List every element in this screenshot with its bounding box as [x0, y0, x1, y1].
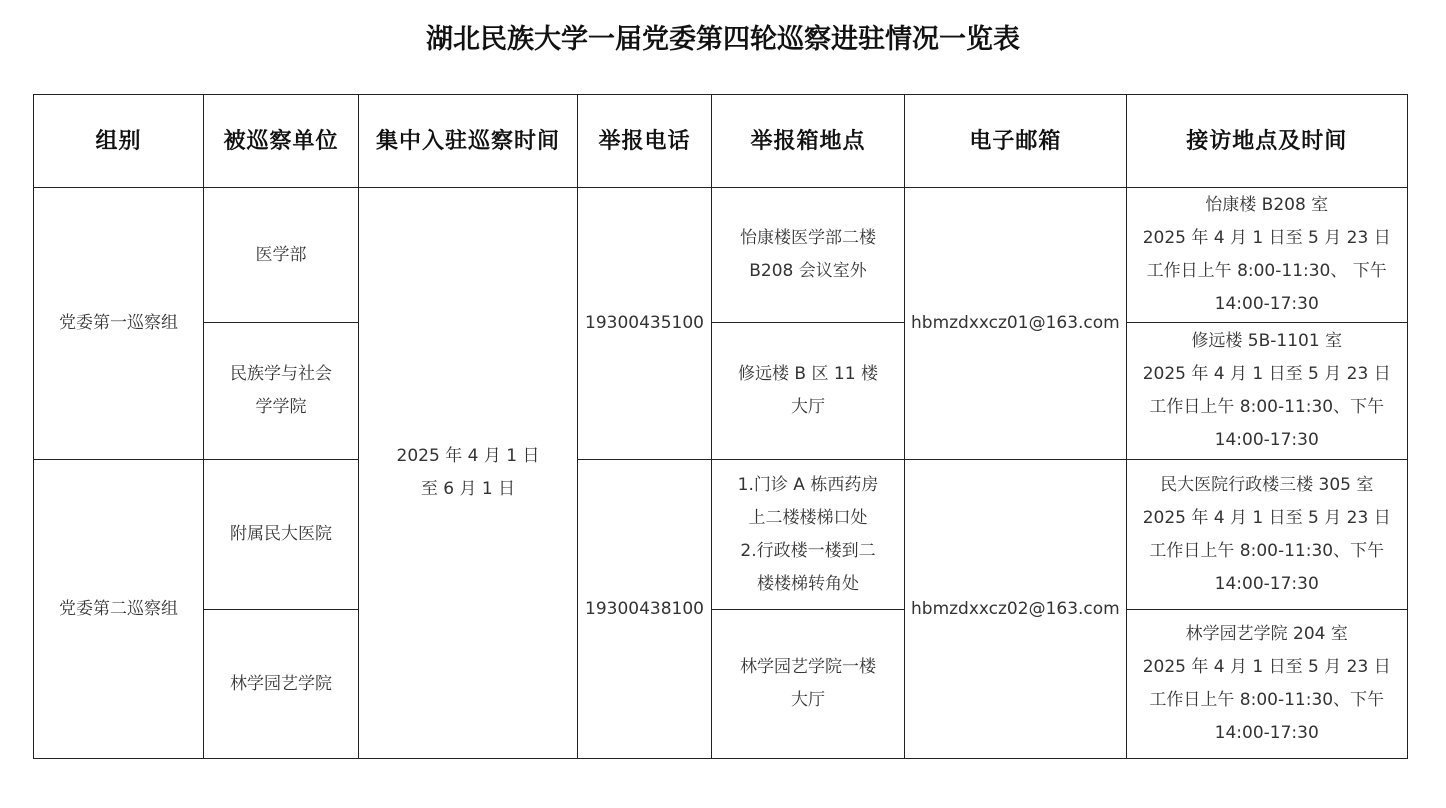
time-cell [359, 188, 578, 759]
visit-cell [1126, 610, 1407, 759]
header-email: 电子邮箱 [905, 95, 1127, 188]
phone-cell [578, 460, 712, 759]
unit-name: 学学院 [255, 397, 307, 417]
table-row [34, 323, 1408, 460]
header-phone: 举报电话 [578, 95, 712, 188]
header-time: 集中入驻巡察时间 [359, 95, 578, 188]
table-header-row [34, 95, 1408, 188]
box-cell [712, 188, 905, 323]
email-cell [905, 460, 1127, 759]
group-name: 党委第二巡察组 [59, 598, 178, 619]
header-unit: 被巡察单位 [204, 95, 359, 188]
visit-line: 工作日上午 8:00-11:30、 下午 [1146, 261, 1387, 281]
box-line: 林学园艺学院一楼 [740, 657, 876, 677]
visit-line: 工作日上午 8:00-11:30、下午 [1149, 690, 1385, 710]
box-line: 上二楼楼梯口处 [748, 507, 868, 528]
box-line: 2.行政楼一楼到二 [740, 540, 876, 561]
header-visit: 接访地点及时间 [1126, 95, 1407, 188]
box-line: B208 会议室外 [749, 261, 867, 281]
unit-cell [204, 460, 359, 610]
visit-line: 2025 年 4 月 1 日至 5 月 23 日 [1142, 364, 1391, 384]
unit-name: 林学园艺学院 [230, 673, 332, 694]
table-row [34, 460, 1408, 610]
phone-number: 19300438100 [585, 598, 704, 619]
inspection-table [33, 94, 1408, 759]
group-name-cell [34, 460, 204, 759]
time-line: 2025 年 4 月 1 日 [396, 446, 540, 466]
box-cell [712, 460, 905, 610]
time-line: 至 6 月 1 日 [420, 479, 516, 499]
visit-cell [1126, 323, 1407, 460]
box-line: 楼楼梯转角处 [757, 573, 859, 594]
unit-name: 民族学与社会 [230, 364, 332, 384]
visit-line: 2025 年 4 月 1 日至 5 月 23 日 [1142, 507, 1391, 528]
group-name: 党委第一巡察组 [59, 313, 178, 333]
header-box: 举报箱地点 [712, 95, 905, 188]
visit-line: 工作日上午 8:00-11:30、下午 [1149, 540, 1385, 561]
box-line: 怡康楼医学部二楼 [740, 228, 876, 248]
box-line: 1.门诊 A 栋西药房 [737, 474, 879, 495]
email-address[interactable]: hbmzdxxcz02@163.com [911, 598, 1120, 619]
visit-line: 14:00-17:30 [1214, 430, 1319, 450]
unit-cell [204, 323, 359, 460]
box-line: 修远楼 B 区 11 楼 [738, 364, 878, 384]
visit-line: 修远楼 5B-1101 室 [1191, 331, 1343, 351]
visit-line: 14:00-17:30 [1214, 723, 1319, 743]
phone-number: 19300435100 [585, 313, 704, 333]
visit-line: 14:00-17:30 [1214, 573, 1319, 594]
unit-cell [204, 610, 359, 759]
visit-line: 林学园艺学院 204 室 [1185, 624, 1348, 644]
email-address[interactable]: hbmzdxxcz01@163.com [911, 313, 1120, 333]
visit-line: 2025 年 4 月 1 日至 5 月 23 日 [1142, 657, 1391, 677]
visit-cell [1126, 188, 1407, 323]
visit-line: 2025 年 4 月 1 日至 5 月 23 日 [1142, 228, 1391, 248]
box-line: 大厅 [791, 690, 825, 710]
document-title: 湖北民族大学一届党委第四轮巡察进驻情况一览表 [426, 24, 1020, 55]
unit-name: 医学部 [255, 244, 307, 265]
email-cell [905, 188, 1127, 460]
visit-cell [1126, 460, 1407, 610]
visit-line: 民大医院行政楼三楼 305 室 [1160, 474, 1374, 495]
header-group: 组别 [34, 95, 204, 188]
group-name-cell [34, 188, 204, 460]
visit-line: 工作日上午 8:00-11:30、下午 [1149, 397, 1385, 417]
box-cell [712, 323, 905, 460]
unit-cell [204, 188, 359, 323]
table-row [34, 610, 1408, 759]
phone-cell [578, 188, 712, 460]
visit-line: 怡康楼 B208 室 [1205, 195, 1329, 215]
unit-name: 附属民大医院 [230, 524, 332, 544]
table-row [34, 188, 1408, 323]
box-line: 大厅 [791, 397, 825, 417]
visit-line: 14:00-17:30 [1214, 294, 1319, 314]
box-cell [712, 610, 905, 759]
